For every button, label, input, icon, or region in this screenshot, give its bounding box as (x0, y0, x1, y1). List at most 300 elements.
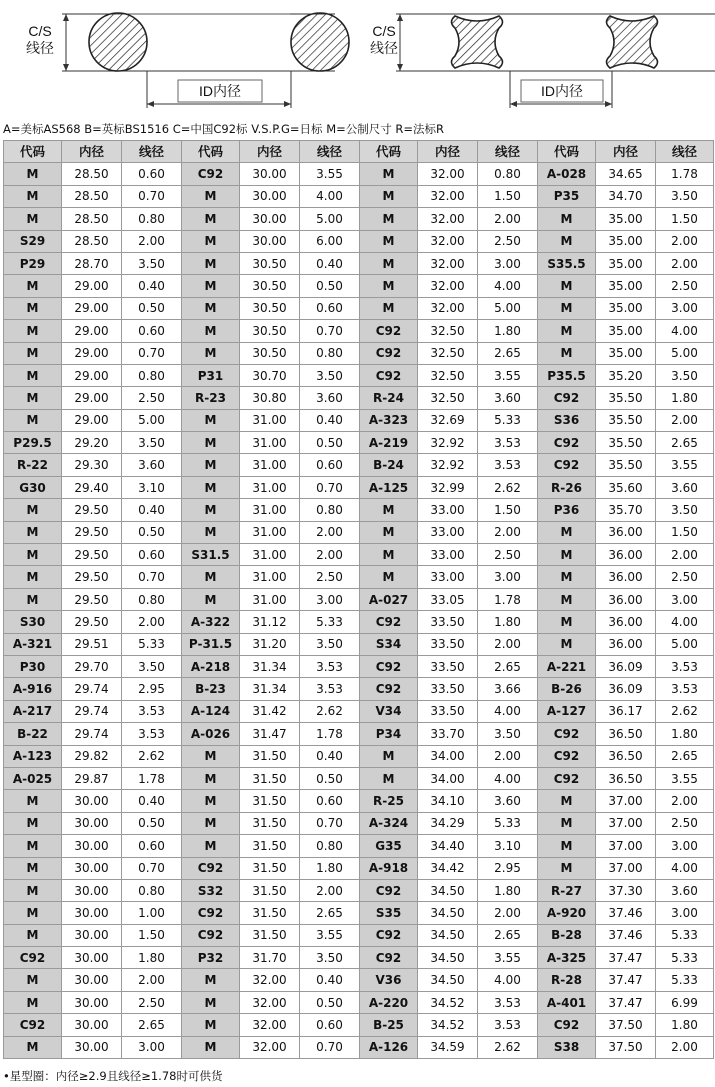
table-row (4, 409, 714, 431)
code-cell: V36 (360, 969, 418, 991)
code-cell: M (4, 320, 62, 342)
inner-diameter-cell: 29.00 (62, 320, 122, 342)
cross-section-cell: 2.00 (478, 521, 538, 543)
code-cell: P36 (538, 499, 596, 521)
cross-section-cell: 2.00 (656, 252, 714, 274)
inner-diameter-cell: 31.00 (240, 499, 300, 521)
inner-diameter-cell: 37.00 (596, 857, 656, 879)
cross-section-cell: 3.53 (122, 700, 182, 722)
cross-section-cell: 3.00 (478, 566, 538, 588)
inner-diameter-cell: 29.00 (62, 387, 122, 409)
inner-diameter-cell: 33.50 (418, 700, 478, 722)
inner-diameter-cell: 37.00 (596, 790, 656, 812)
table-row (4, 723, 714, 745)
inner-diameter-cell: 35.50 (596, 432, 656, 454)
cross-section-cell: 3.53 (300, 678, 360, 700)
cross-section-cell: 1.78 (300, 723, 360, 745)
inner-diameter-cell: 30.00 (62, 924, 122, 946)
code-cell: M (538, 544, 596, 566)
cross-section-cell: 2.00 (300, 879, 360, 901)
code-cell: G30 (4, 476, 62, 498)
code-cell: M (360, 163, 418, 185)
cross-section-cell: 4.00 (656, 857, 714, 879)
cross-section-cell: 2.00 (478, 208, 538, 230)
code-cell: M (360, 185, 418, 207)
inner-diameter-cell: 32.00 (418, 275, 478, 297)
inner-diameter-cell: 32.92 (418, 454, 478, 476)
column-header: 代码 (538, 141, 596, 163)
inner-diameter-cell: 34.70 (596, 185, 656, 207)
cross-section-cell: 0.70 (122, 857, 182, 879)
cross-section-cell: 4.00 (300, 185, 360, 207)
code-cell: S35.5 (538, 252, 596, 274)
inner-diameter-cell: 31.20 (240, 633, 300, 655)
right-section-circle (291, 13, 349, 71)
inner-diameter-cell: 37.00 (596, 812, 656, 834)
inner-diameter-cell: 36.00 (596, 588, 656, 610)
column-header: 代码 (360, 141, 418, 163)
code-cell: A-124 (182, 700, 240, 722)
code-cell: A-325 (538, 947, 596, 969)
inner-diameter-cell: 34.00 (418, 767, 478, 789)
table-row (4, 387, 714, 409)
code-cell: S30 (4, 611, 62, 633)
code-cell: M (182, 588, 240, 610)
inner-diameter-cell: 29.30 (62, 454, 122, 476)
code-cell: A-025 (4, 767, 62, 789)
cross-section-cell: 0.80 (300, 499, 360, 521)
cross-section-cell: 3.50 (122, 655, 182, 677)
inner-diameter-cell: 31.12 (240, 611, 300, 633)
table-row (4, 275, 714, 297)
code-cell: M (182, 208, 240, 230)
cross-section-cell: 2.00 (300, 544, 360, 566)
cross-section-cell: 1.50 (656, 521, 714, 543)
cross-section-cell: 3.50 (656, 185, 714, 207)
cross-section-cell: 3.60 (300, 387, 360, 409)
cross-section-cell: 2.00 (300, 521, 360, 543)
code-cell: M (182, 230, 240, 252)
code-cell: C92 (360, 678, 418, 700)
code-cell: M (4, 364, 62, 386)
cs-label-right-1: C/S (372, 23, 396, 39)
inner-diameter-cell: 31.50 (240, 835, 300, 857)
code-cell: S34 (360, 633, 418, 655)
inner-diameter-cell: 30.00 (62, 902, 122, 924)
code-cell: M (4, 275, 62, 297)
table-row (4, 544, 714, 566)
inner-diameter-cell: 35.00 (596, 297, 656, 319)
cross-section-cell: 0.70 (300, 476, 360, 498)
code-cell: C92 (538, 723, 596, 745)
cross-section-cell: 3.53 (478, 454, 538, 476)
code-cell: M (182, 476, 240, 498)
cross-section-cell: 4.00 (478, 767, 538, 789)
cross-section-cell: 2.65 (656, 745, 714, 767)
code-cell: R-23 (182, 387, 240, 409)
code-cell: M (4, 879, 62, 901)
inner-diameter-cell: 29.74 (62, 700, 122, 722)
standards-legend: A=美标AS568 B=英标BS1516 C=中国C92标 V.S.P.G=日标 M=公制尺寸 R=法标R (3, 122, 445, 136)
code-cell: M (4, 991, 62, 1013)
table-row (4, 432, 714, 454)
inner-diameter-cell: 32.00 (418, 252, 478, 274)
code-cell: M (538, 297, 596, 319)
code-cell: M (538, 588, 596, 610)
inner-diameter-cell: 30.00 (240, 163, 300, 185)
column-header: 代码 (182, 141, 240, 163)
cross-section-cell: 2.62 (122, 745, 182, 767)
inner-diameter-cell: 34.52 (418, 991, 478, 1013)
code-cell: M (182, 499, 240, 521)
inner-diameter-cell: 32.92 (418, 432, 478, 454)
cross-section-cell: 2.65 (478, 655, 538, 677)
table-row (4, 857, 714, 879)
cross-section-cell: 0.70 (300, 812, 360, 834)
cross-section-cell: 3.00 (656, 297, 714, 319)
code-cell: M (182, 745, 240, 767)
table-row (4, 364, 714, 386)
inner-diameter-cell: 33.70 (418, 723, 478, 745)
inner-diameter-cell: 32.00 (240, 1036, 300, 1058)
cross-section-cell: 2.00 (122, 230, 182, 252)
cross-section-cell: 1.80 (122, 947, 182, 969)
cross-section-cell: 2.00 (656, 409, 714, 431)
cross-section-cell: 2.50 (300, 566, 360, 588)
cross-section-cell: 0.60 (122, 163, 182, 185)
inner-diameter-cell: 29.00 (62, 342, 122, 364)
inner-diameter-cell: 31.00 (240, 454, 300, 476)
cross-section-cell: 0.50 (122, 297, 182, 319)
code-cell: M (538, 835, 596, 857)
inner-diameter-cell: 37.30 (596, 879, 656, 901)
inner-diameter-cell: 29.50 (62, 521, 122, 543)
inner-diameter-cell: 33.00 (418, 521, 478, 543)
inner-diameter-cell: 29.50 (62, 588, 122, 610)
code-cell: R-26 (538, 476, 596, 498)
inner-diameter-cell: 29.00 (62, 297, 122, 319)
table-row (4, 185, 714, 207)
cross-section-cell: 3.55 (478, 947, 538, 969)
cross-section-cell: 2.00 (122, 611, 182, 633)
code-cell: M (4, 387, 62, 409)
cross-section-cell: 2.65 (300, 902, 360, 924)
inner-diameter-cell: 31.50 (240, 924, 300, 946)
inner-diameter-cell: 29.74 (62, 723, 122, 745)
code-cell: S31.5 (182, 544, 240, 566)
code-cell: C92 (182, 902, 240, 924)
cross-section-cell: 3.53 (478, 1014, 538, 1036)
cross-section-cell: 0.50 (300, 991, 360, 1013)
inner-diameter-cell: 32.00 (418, 297, 478, 319)
code-cell: M (4, 566, 62, 588)
inner-diameter-cell: 37.00 (596, 835, 656, 857)
inner-diameter-cell: 28.50 (62, 208, 122, 230)
cross-section-cell: 0.80 (122, 208, 182, 230)
cross-section-cell: 0.80 (300, 342, 360, 364)
inner-diameter-cell: 37.47 (596, 969, 656, 991)
cross-section-cell: 2.00 (656, 790, 714, 812)
code-cell: C92 (182, 924, 240, 946)
cross-section-cell: 2.65 (478, 342, 538, 364)
inner-diameter-cell: 35.00 (596, 252, 656, 274)
cross-section-cell: 1.80 (300, 857, 360, 879)
inner-diameter-cell: 36.09 (596, 655, 656, 677)
inner-diameter-cell: 28.50 (62, 230, 122, 252)
code-cell: B-26 (538, 678, 596, 700)
cross-section-cell: 5.33 (656, 924, 714, 946)
inner-diameter-cell: 31.00 (240, 588, 300, 610)
code-cell: B-28 (538, 924, 596, 946)
code-cell: C92 (538, 454, 596, 476)
code-cell: M (538, 230, 596, 252)
code-cell: C92 (360, 924, 418, 946)
code-cell: M (182, 790, 240, 812)
inner-diameter-cell: 30.50 (240, 252, 300, 274)
inner-diameter-cell: 35.00 (596, 320, 656, 342)
code-cell: M (360, 297, 418, 319)
cs-label-left-1: C/S (28, 23, 52, 39)
code-cell: A-028 (538, 163, 596, 185)
cross-section-cell: 3.55 (478, 364, 538, 386)
code-cell: M (360, 208, 418, 230)
cross-section-cell: 0.80 (122, 364, 182, 386)
table-row (4, 1036, 714, 1058)
oring-dimension-diagram (0, 0, 715, 116)
inner-diameter-cell: 31.50 (240, 902, 300, 924)
table-row (4, 566, 714, 588)
code-cell: M (4, 1036, 62, 1058)
cross-section-cell: 3.50 (300, 364, 360, 386)
cross-section-cell: 0.70 (300, 320, 360, 342)
code-cell: M (4, 835, 62, 857)
inner-diameter-cell: 32.69 (418, 409, 478, 431)
cross-section-cell: 0.70 (122, 185, 182, 207)
cross-section-cell: 6.99 (656, 991, 714, 1013)
code-cell: M (182, 1036, 240, 1058)
code-cell: A-920 (538, 902, 596, 924)
inner-diameter-cell: 30.00 (240, 230, 300, 252)
inner-diameter-cell: 30.00 (240, 208, 300, 230)
cross-section-cell: 0.40 (300, 969, 360, 991)
column-header: 线径 (300, 141, 360, 163)
inner-diameter-cell: 30.70 (240, 364, 300, 386)
table-row (4, 767, 714, 789)
inner-diameter-cell: 29.82 (62, 745, 122, 767)
cross-section-cell: 3.00 (656, 835, 714, 857)
cross-section-cell: 3.00 (300, 588, 360, 610)
code-cell: G35 (360, 835, 418, 857)
inner-diameter-cell: 31.50 (240, 767, 300, 789)
code-cell: M (182, 342, 240, 364)
code-cell: M (4, 544, 62, 566)
cross-section-cell: 0.60 (300, 1014, 360, 1036)
cross-section-cell: 0.50 (122, 812, 182, 834)
code-cell: A-218 (182, 655, 240, 677)
code-cell: C92 (360, 320, 418, 342)
code-cell: M (538, 208, 596, 230)
column-header: 内径 (418, 141, 478, 163)
inner-diameter-cell: 32.50 (418, 320, 478, 342)
table-row (4, 163, 714, 185)
inner-diameter-cell: 36.00 (596, 544, 656, 566)
code-cell: P35.5 (538, 364, 596, 386)
inner-diameter-cell: 35.60 (596, 476, 656, 498)
code-cell: A-916 (4, 678, 62, 700)
inner-diameter-cell: 34.40 (418, 835, 478, 857)
inner-diameter-cell: 28.50 (62, 163, 122, 185)
cross-section-cell: 0.80 (122, 588, 182, 610)
cross-section-cell: 3.53 (300, 655, 360, 677)
inner-diameter-cell: 36.00 (596, 566, 656, 588)
cross-section-cell: 4.00 (478, 275, 538, 297)
inner-diameter-cell: 34.50 (418, 879, 478, 901)
code-cell: P29.5 (4, 432, 62, 454)
cross-section-cell: 1.80 (656, 1014, 714, 1036)
inner-diameter-cell: 29.87 (62, 767, 122, 789)
code-cell: M (4, 185, 62, 207)
cross-section-cell: 2.00 (122, 969, 182, 991)
inner-diameter-cell: 36.50 (596, 767, 656, 789)
inner-diameter-cell: 34.59 (418, 1036, 478, 1058)
inner-diameter-cell: 30.00 (62, 947, 122, 969)
table-row (4, 499, 714, 521)
inner-diameter-cell: 35.70 (596, 499, 656, 521)
inner-diameter-cell: 35.00 (596, 342, 656, 364)
code-cell: A-217 (4, 700, 62, 722)
code-cell: M (4, 297, 62, 319)
inner-diameter-cell: 33.05 (418, 588, 478, 610)
code-cell: C92 (4, 1014, 62, 1036)
cross-section-cell: 0.40 (300, 252, 360, 274)
code-cell: A-026 (182, 723, 240, 745)
xring-section (370, 14, 715, 108)
code-cell: M (4, 924, 62, 946)
inner-diameter-cell: 34.50 (418, 924, 478, 946)
cross-section-cell: 0.40 (300, 409, 360, 431)
code-cell: P-31.5 (182, 633, 240, 655)
code-cell: R-28 (538, 969, 596, 991)
inner-diameter-cell: 30.00 (62, 969, 122, 991)
table-row (4, 230, 714, 252)
inner-diameter-cell: 31.00 (240, 432, 300, 454)
round-oring-section (26, 13, 349, 108)
code-cell: M (4, 163, 62, 185)
column-header: 线径 (122, 141, 182, 163)
code-cell: M (182, 297, 240, 319)
code-cell: M (538, 566, 596, 588)
inner-diameter-cell: 35.00 (596, 208, 656, 230)
cross-section-cell: 1.80 (478, 879, 538, 901)
inner-diameter-cell: 31.34 (240, 678, 300, 700)
code-cell: P30 (4, 655, 62, 677)
cross-section-cell: 5.33 (478, 409, 538, 431)
oring-size-table (3, 140, 714, 1059)
cross-section-cell: 3.53 (478, 991, 538, 1013)
code-cell: M (4, 208, 62, 230)
table-row (4, 924, 714, 946)
cross-section-cell: 3.00 (122, 1036, 182, 1058)
code-cell: M (182, 812, 240, 834)
table-header-row (4, 141, 714, 163)
inner-diameter-cell: 36.50 (596, 723, 656, 745)
cross-section-cell: 3.60 (122, 454, 182, 476)
code-cell: A-322 (182, 611, 240, 633)
inner-diameter-cell: 32.00 (418, 163, 478, 185)
code-cell: R-22 (4, 454, 62, 476)
code-cell: M (360, 566, 418, 588)
cross-section-cell: 1.50 (478, 499, 538, 521)
cross-section-cell: 3.55 (656, 454, 714, 476)
inner-diameter-cell: 32.50 (418, 387, 478, 409)
table-row (4, 745, 714, 767)
inner-diameter-cell: 30.00 (62, 857, 122, 879)
cross-section-cell: 2.62 (300, 700, 360, 722)
cross-section-cell: 5.00 (656, 633, 714, 655)
inner-diameter-cell: 29.00 (62, 364, 122, 386)
inner-diameter-cell: 31.00 (240, 544, 300, 566)
inner-diameter-cell: 30.50 (240, 275, 300, 297)
table-row (4, 835, 714, 857)
cross-section-cell: 2.65 (656, 432, 714, 454)
inner-diameter-cell: 30.80 (240, 387, 300, 409)
code-cell: M (4, 812, 62, 834)
code-cell: M (4, 969, 62, 991)
cs-label-right-2: 线径 (370, 40, 398, 56)
code-cell: M (182, 767, 240, 789)
table-row (4, 655, 714, 677)
code-cell: M (360, 767, 418, 789)
cross-section-cell: 2.00 (478, 633, 538, 655)
inner-diameter-cell: 33.00 (418, 544, 478, 566)
cross-section-cell: 2.50 (656, 275, 714, 297)
cross-section-cell: 2.62 (478, 1036, 538, 1058)
cross-section-cell: 3.53 (478, 432, 538, 454)
inner-diameter-cell: 32.50 (418, 342, 478, 364)
cross-section-cell: 3.50 (300, 947, 360, 969)
cross-section-cell: 3.10 (122, 476, 182, 498)
inner-diameter-cell: 36.09 (596, 678, 656, 700)
table-row (4, 588, 714, 610)
cross-section-cell: 5.33 (656, 947, 714, 969)
inner-diameter-cell: 34.10 (418, 790, 478, 812)
inner-diameter-cell: 36.00 (596, 633, 656, 655)
inner-diameter-cell: 29.70 (62, 655, 122, 677)
cross-section-cell: 0.60 (122, 835, 182, 857)
inner-diameter-cell: 37.47 (596, 991, 656, 1013)
cross-section-cell: 0.40 (300, 745, 360, 767)
inner-diameter-cell: 36.00 (596, 521, 656, 543)
inner-diameter-cell: 32.99 (418, 476, 478, 498)
code-cell: A-401 (538, 991, 596, 1013)
cross-section-cell: 3.60 (656, 476, 714, 498)
code-cell: P34 (360, 723, 418, 745)
code-cell: C92 (182, 857, 240, 879)
cross-section-cell: 3.00 (478, 252, 538, 274)
cross-section-cell: 0.70 (122, 566, 182, 588)
code-cell: S36 (538, 409, 596, 431)
table-row (4, 947, 714, 969)
inner-diameter-cell: 31.00 (240, 476, 300, 498)
table-row (4, 700, 714, 722)
inner-diameter-cell: 31.50 (240, 790, 300, 812)
code-cell: M (182, 275, 240, 297)
cross-section-cell: 3.50 (122, 432, 182, 454)
code-cell: C92 (360, 655, 418, 677)
code-cell: M (182, 835, 240, 857)
inner-diameter-cell: 34.29 (418, 812, 478, 834)
code-cell: M (4, 588, 62, 610)
